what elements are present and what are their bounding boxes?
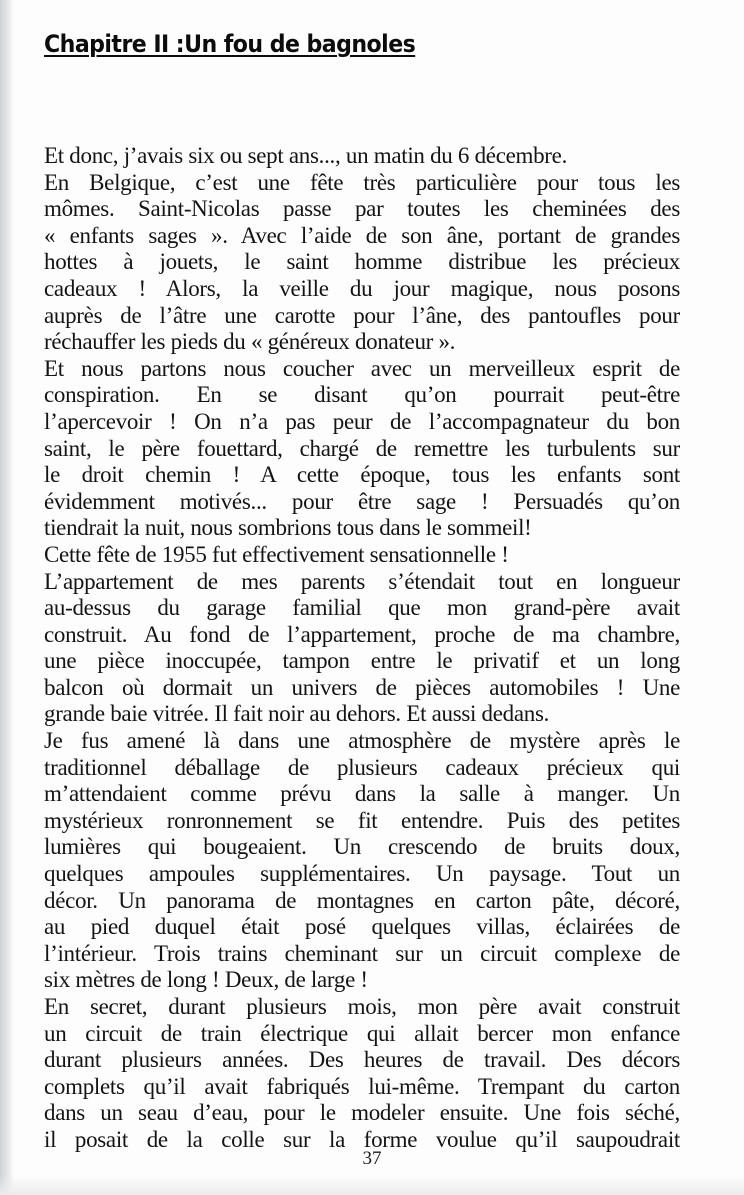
text-line: construit. Au fond de l’appartement, proche de ma chambre, <box>44 621 680 647</box>
text-line: Cette fête de 1955 fut effectivement sensationnelle ! <box>44 541 509 567</box>
text-line: le droit chemin ! A cette époque, tous les enfants sont <box>44 462 680 488</box>
text-line: auprès de l’âtre une carotte pour l’âne, des pantoufles pour <box>44 302 680 328</box>
text-line: cadeaux ! Alors, la veille du jour magique, nous posons <box>44 275 680 301</box>
page-gutter-shadow <box>0 0 14 1195</box>
text-line: conspiration. En se disant qu’on pourrait peut-être <box>44 382 680 408</box>
text-line: tiendrait la nuit, nous sombrions tous dans le sommeil! <box>44 515 532 541</box>
text-line: complets qu’il avait fabriqués lui-même. Trempant du carton <box>44 1073 680 1099</box>
text-line: Je fus amené là dans une atmosphère de mystère après le <box>44 728 680 754</box>
text-line: réchauffer les pieds du « généreux donateur ». <box>44 329 456 355</box>
text-line: saint, le père fouettard, chargé de remettre les turbulents sur <box>44 435 680 461</box>
text-line: grande baie vitrée. Il fait noir au dehors. Et aussi dedans. <box>44 701 550 727</box>
text-line: Et donc, j’avais six ou sept ans..., un matin du 6 décembre. <box>44 143 568 168</box>
text-line: traditionnel déballage de plusieurs cadeaux précieux qui <box>44 754 680 780</box>
page-bottom-shadow <box>0 1175 744 1195</box>
text-line: au pied duquel était posé quelques villas, éclairées de <box>44 914 680 940</box>
text-line: au-dessus du garage familial que mon grand-père avait <box>44 595 680 621</box>
text-line: décor. Un panorama de montagnes en carton pâte, décoré, <box>44 887 680 913</box>
text-line: lumières qui bougeaient. Un crescendo de bruits doux, <box>44 834 680 860</box>
page-number: 37 <box>362 1148 382 1169</box>
text-line: En Belgique, c’est une fête très particulière pour tous les <box>44 169 680 195</box>
text-line: hottes à jouets, le saint homme distribue les précieux <box>44 249 680 275</box>
text-line: m’attendaient comme prévu dans la salle à manger. Un <box>44 781 680 807</box>
text-line: quelques ampoules supplémentaires. Un paysage. Tout un <box>44 861 680 887</box>
text-line: dans un seau d’eau, pour le modeler ensuite. Une fois séché, <box>44 1100 680 1126</box>
text-line: six mètres de long ! Deux, de large ! <box>44 967 368 993</box>
text-line: mômes. Saint-Nicolas passe par toutes les cheminées des <box>44 196 680 222</box>
chapter-title: Chapitre II :Un fou de bagnoles <box>44 30 416 58</box>
text-line: il posait de la colle sur la forme voulue qu’il saupoudrait <box>44 1126 680 1152</box>
text-line: « enfants sages ». Avec l’aide de son âne, portant de grandes <box>44 222 680 248</box>
text-line: En secret, durant plusieurs mois, mon père avait construit <box>44 994 680 1019</box>
text-line: mystérieux ronronnement se fit entendre. Puis des petites <box>44 807 680 833</box>
text-line: une pièce inoccupée, tampon entre le privatif et un long <box>44 648 680 674</box>
text-line: L’appartement de mes parents s’étendait tout en longueur <box>44 568 680 594</box>
text-line: Et nous partons nous coucher avec un merveilleux esprit de <box>44 355 680 381</box>
text-line: évidemment motivés... pour être sage ! Persuadés qu’on <box>44 488 680 514</box>
text-line: l’apercevoir ! On n’a pas peur de l’accompagnateur du bon <box>44 408 680 434</box>
text-line: un circuit de train électrique qui allait bercer mon enfance <box>44 1020 680 1046</box>
text-line: balcon où dormait un univers de pièces automobiles ! Une <box>44 674 680 700</box>
text-line: l’intérieur. Trois trains cheminant sur un circuit complexe de <box>44 940 680 966</box>
text-line: durant plusieurs années. Des heures de travail. Des décors <box>44 1047 680 1073</box>
body-text <box>44 143 680 1154</box>
